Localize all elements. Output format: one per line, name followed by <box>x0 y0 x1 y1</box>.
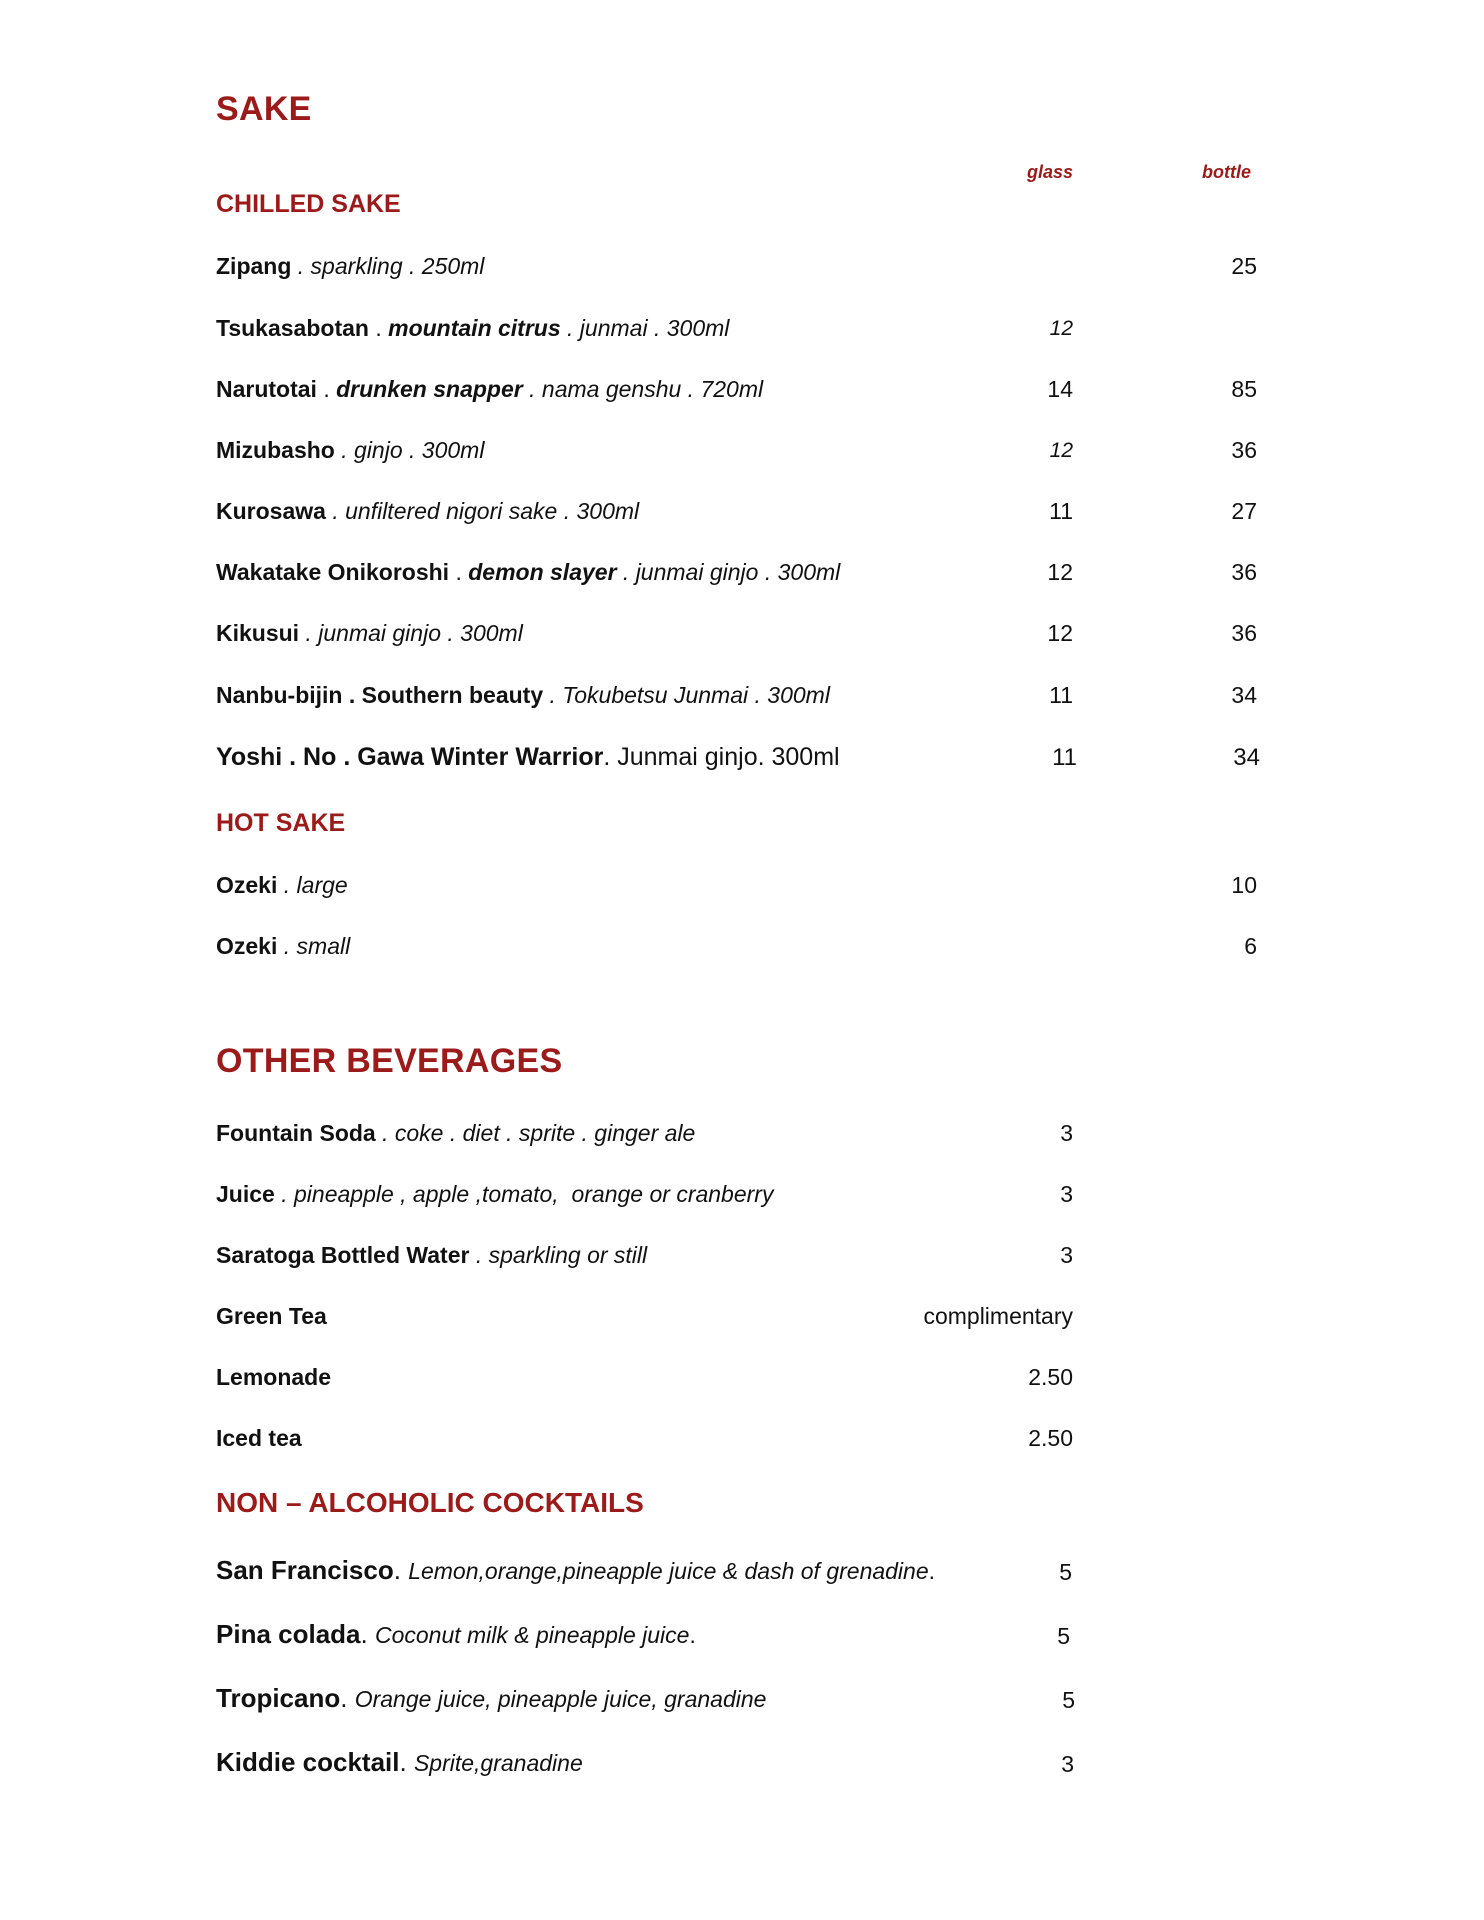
item-separator: . <box>393 1555 409 1585</box>
bottle-price: 36 <box>1231 620 1257 646</box>
item-description: . large <box>277 872 348 898</box>
item-name: Tsukasabotan <box>216 315 369 341</box>
bottle-price: 25 <box>1231 253 1257 279</box>
item-subtitle: demon slayer <box>468 559 617 585</box>
item-name: Juice <box>216 1181 275 1207</box>
bottle-price: 6 <box>1244 933 1257 959</box>
menu-item-mizubasho <box>216 435 484 465</box>
glass-column-header: glass <box>1027 162 1074 182</box>
menu-item-green-tea <box>216 1301 327 1331</box>
glass-price: 14 <box>1047 376 1073 402</box>
glass-price: 12 <box>1049 317 1073 340</box>
glass-price: 12 <box>1047 559 1073 585</box>
item-name: Ozeki <box>216 872 278 898</box>
item-description: . pineapple , apple ,tomato, orange or cranberry <box>274 1181 774 1207</box>
item-price: 2.50 <box>1028 1425 1073 1451</box>
item-name: Kiddie cocktail <box>216 1747 400 1777</box>
item-description: Orange juice, pineapple juice, granadine <box>354 1686 767 1712</box>
glass-price: 11 <box>1049 498 1073 524</box>
item-price: 3 <box>1060 1242 1073 1268</box>
item-name: Fountain Soda <box>216 1120 376 1146</box>
item-price: 2.50 <box>1028 1364 1073 1390</box>
item-name: Iced tea <box>216 1425 302 1451</box>
item-name: Nanbu-bijin . Southern beauty <box>216 682 544 708</box>
glass-price: 12 <box>1049 439 1073 462</box>
menu-item-lemonade <box>216 1362 331 1392</box>
item-name: San Francisco <box>216 1555 394 1585</box>
item-description: . sparkling . 250ml <box>291 253 485 279</box>
bottle-price: 10 <box>1231 872 1257 898</box>
menu-item-yoshi-no-gawa <box>216 742 840 772</box>
item-subtitle: mountain citrus <box>388 315 561 341</box>
bottle-price: 36 <box>1231 559 1257 585</box>
item-description: . coke . diet . sprite . ginger ale <box>375 1120 696 1146</box>
sake-title: SAKE <box>216 90 312 128</box>
other-beverages-title: OTHER BEVERAGES <box>216 1042 563 1080</box>
item-description: . nama genshu . 720ml <box>522 376 764 402</box>
item-description: . small <box>277 933 351 959</box>
menu-item-tropicano <box>216 1683 766 1714</box>
item-name: Tropicano <box>216 1683 341 1713</box>
menu-item-ozeki-small <box>216 931 350 961</box>
bottle-price: 85 <box>1231 376 1257 402</box>
item-description: . junmai . 300ml <box>560 315 730 341</box>
item-end: . <box>928 1558 936 1584</box>
menu-item-kurosawa <box>216 496 639 526</box>
item-description: . Junmai ginjo. 300ml <box>603 743 840 771</box>
menu-item-iced-tea <box>216 1423 302 1453</box>
item-price: 5 <box>1059 1559 1072 1585</box>
item-price: 3 <box>1060 1181 1073 1207</box>
item-description: . junmai ginjo . 300ml <box>299 620 523 646</box>
item-name: Kikusui <box>216 620 300 646</box>
menu-item-saratoga-water <box>216 1240 647 1270</box>
bottle-price: 36 <box>1231 437 1257 463</box>
menu-item-wakatake-onikoroshi: Wakatake Onikoroshi . demon slayer . junmai ginjo . 300ml <box>216 559 841 585</box>
item-name: Wakatake Onikoroshi <box>216 559 450 585</box>
item-price: 5 <box>1057 1623 1070 1649</box>
menu-item-narutotai: Narutotai . drunken snapper . nama genshu . 720ml <box>216 376 764 402</box>
item-subtitle: drunken snapper <box>336 376 523 402</box>
hot-sake-heading: HOT SAKE <box>216 809 346 837</box>
item-name: Zipang <box>216 253 292 279</box>
item-name: Pina colada <box>216 1619 361 1649</box>
item-separator: . <box>399 1747 414 1777</box>
item-description: . ginjo . 300ml <box>334 437 485 463</box>
bottle-price: 34 <box>1233 744 1260 771</box>
menu-item-pina-colada <box>216 1619 696 1650</box>
item-description: Sprite,granadine <box>413 1750 583 1776</box>
item-description: Coconut milk & pineapple juice <box>374 1622 690 1648</box>
glass-price: 11 <box>1049 682 1073 708</box>
item-name: Yoshi . No . Gawa Winter Warrior <box>216 743 604 771</box>
item-end: . <box>689 1622 696 1648</box>
item-price: 5 <box>1062 1687 1075 1713</box>
item-name: Mizubasho <box>216 437 335 463</box>
item-description: . junmai ginjo . 300ml <box>616 559 841 585</box>
item-name: Narutotai <box>216 376 317 402</box>
menu-item-juice <box>216 1179 773 1209</box>
bottle-price: 34 <box>1231 682 1257 708</box>
item-name: Green Tea <box>216 1303 327 1329</box>
menu-item-zipang <box>216 251 484 281</box>
item-name: Ozeki <box>216 933 278 959</box>
item-separator: . <box>340 1683 355 1713</box>
item-description: . unfiltered nigori sake . 300ml <box>325 498 640 524</box>
non-alcoholic-cocktails-heading: NON – ALCOHOLIC COCKTAILS <box>216 1487 644 1518</box>
bottle-column-header: bottle <box>1202 162 1251 182</box>
menu-item-nanbu-bijin <box>216 680 830 710</box>
item-name: Saratoga Bottled Water <box>216 1242 470 1268</box>
item-price: 3 <box>1060 1120 1073 1146</box>
item-description: Lemon,orange,pineapple juice & dash of grenadine <box>408 1558 929 1584</box>
chilled-sake-heading: CHILLED SAKE <box>216 190 401 218</box>
bottle-price: 27 <box>1231 498 1257 524</box>
menu-item-kiddie-cocktail <box>216 1747 583 1778</box>
item-price: 3 <box>1061 1751 1074 1777</box>
item-description: . sparkling or still <box>469 1242 648 1268</box>
menu-item-ozeki-large <box>216 870 348 900</box>
glass-price: 11 <box>1052 744 1077 771</box>
item-price: complimentary <box>923 1303 1073 1329</box>
menu-item-tsukasabotan: Tsukasabotan . mountain citrus . junmai . 300ml <box>216 315 730 341</box>
item-name: Lemonade <box>216 1364 332 1390</box>
item-separator: . <box>360 1619 375 1649</box>
item-name: Kurosawa <box>216 498 326 524</box>
menu-item-fountain-soda <box>216 1118 695 1148</box>
glass-price: 12 <box>1047 620 1073 646</box>
item-description: . Tokubetsu Junmai . 300ml <box>543 682 830 708</box>
menu-item-kikusui <box>216 618 523 648</box>
